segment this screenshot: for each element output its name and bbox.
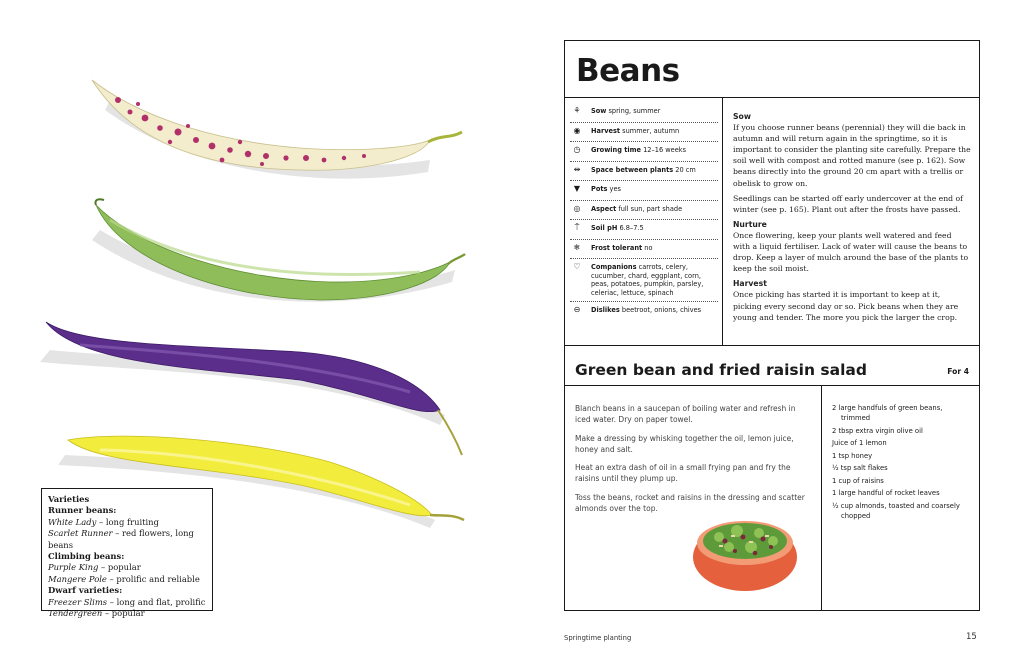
ingredient-item: 2 large handfuls of green beans, trimmed <box>832 404 943 422</box>
ingredient-item: 2 tbsp extra virgin olive oil <box>832 426 923 435</box>
fact-label: Pots <box>591 185 608 193</box>
fact-row <box>570 259 718 302</box>
salad-bowl-illustration <box>689 507 801 595</box>
sow-paragraph: Seedlings can be started off early undercover at the end of winter (see p. 165). Plant out after the frosts have passed. <box>733 193 964 214</box>
ingredient-item: 1 cup of raisins <box>832 476 884 485</box>
variety-group-heading: Dwarf varieties: <box>48 585 123 596</box>
method-step: Make a dressing by whisking together the oil, lemon juice, honey and salt. <box>575 433 794 454</box>
sprout-icon: ⚘ <box>573 106 581 115</box>
fact-row <box>570 123 718 143</box>
title-divider <box>565 97 979 98</box>
variety-item <box>48 562 206 573</box>
fact-value: 20 cm <box>673 165 696 174</box>
method-step: Toss the beans, rocket and raisins in the dressing and scatter almonds over the top. <box>575 492 805 514</box>
fact-value: carrots, celery, cucumber, chard, eggplant, corn, peas, potatoes, pumpkin, parsley, celeriac, lettuce, spinach <box>591 263 704 297</box>
variety-desc: – long and flat, prolific <box>107 596 206 607</box>
variety-item <box>48 574 206 585</box>
dislike-icon: ⊖ <box>573 305 581 315</box>
variety-name: Scarlet Runner <box>48 528 113 539</box>
recipe-method <box>575 403 810 521</box>
ingredient-item: ½ tsp salt flakes <box>832 464 888 472</box>
recipe-title-divider <box>565 385 979 386</box>
quick-facts-list <box>570 103 718 322</box>
method-step: Heat an extra dash of oil in a small frying pan and fry the raisins until they plump up. <box>575 463 791 484</box>
fact-row <box>570 142 718 162</box>
fact-value: 6.8–7.5 <box>617 224 644 232</box>
clock-icon: ◷ <box>573 145 581 154</box>
soil-ph-icon: ⍑ <box>574 223 580 232</box>
harvest-icon: ◉ <box>573 125 581 135</box>
variety-name: Mangere Pole <box>48 573 107 584</box>
fact-label: Growing time <box>591 146 642 154</box>
fact-label: Space between plants <box>591 165 674 174</box>
fact-value: yes <box>607 185 621 193</box>
fact-label: Frost tolerant <box>591 243 643 252</box>
varieties-title: Varieties <box>48 494 90 504</box>
fact-row <box>570 220 718 240</box>
fact-row <box>570 240 718 260</box>
bean-illustrations <box>0 0 510 540</box>
ingredient-item: ½ cup almonds, toasted and coarsely chopped <box>832 501 960 520</box>
variety-desc: – long fruiting <box>96 516 159 527</box>
sow-paragraph: If you choose runner beans (perennial) they will die back in autumn and will return again in the springtime, so it is important to consider the planting site carefully. Prepare the soil well with compost and rotted manure (see p. 162). Sow beans directly into the ground 20 cm apart with a trellis or obelisk to grow on. <box>733 123 971 188</box>
fact-label: Soil pH <box>591 224 618 232</box>
variety-name: Purple King <box>48 562 99 573</box>
growing-instructions <box>733 108 971 327</box>
ingredient-item: Juice of 1 lemon <box>832 439 887 447</box>
heart-icon: ♡ <box>573 262 581 271</box>
harvest-heading: Harvest <box>733 279 767 289</box>
nurture-paragraph: Once flowering, keep your plants well watered and feed with a liquid fertiliser. Lack of water will cause the beans to drop. Keep a layer of mulch around the base of the plants to keep the soil moist. <box>733 230 969 274</box>
method-step: Blanch beans in a saucepan of boiling water and refresh in iced water. Dry on paper towel. <box>575 404 796 425</box>
fact-value: full sun, part shade <box>616 204 683 213</box>
fact-row <box>570 201 718 221</box>
recipe-title: Green bean and fried raisin salad <box>575 361 867 379</box>
fact-row <box>570 103 718 123</box>
fact-row <box>570 302 718 322</box>
nurture-heading: Nurture <box>733 219 767 229</box>
fact-row <box>570 181 718 201</box>
footer-section: Springtime planting <box>564 634 632 642</box>
variety-item <box>48 608 206 619</box>
page-title: Beans <box>576 53 680 89</box>
variety-desc: – prolific and reliable <box>106 573 200 584</box>
fact-value: summer, autumn <box>620 126 680 135</box>
fact-value: beetroot, onions, chives <box>619 306 702 315</box>
variety-desc: – popular <box>98 562 141 573</box>
variety-group-heading: Climbing beans: <box>48 551 125 562</box>
variety-item <box>48 528 206 551</box>
fact-value: 12–16 weeks <box>641 146 687 154</box>
variety-name: Freezer Slims <box>48 596 108 607</box>
fact-label: Companions <box>591 263 637 271</box>
fact-label: Harvest <box>591 126 621 135</box>
fact-value: no <box>642 243 653 252</box>
plant-info-frame <box>564 40 980 611</box>
sow-heading: Sow <box>733 112 751 121</box>
sun-icon: ◎ <box>573 203 581 213</box>
variety-item <box>48 517 206 528</box>
ingredient-list <box>832 403 972 523</box>
pot-icon: ▼ <box>573 184 581 193</box>
fact-label: Dislikes <box>591 306 620 315</box>
page-number: 15 <box>966 632 977 642</box>
fact-label: Aspect <box>591 204 617 213</box>
variety-item <box>48 597 206 608</box>
recipe-serves: For 4 <box>947 367 969 376</box>
fact-label: Sow <box>591 107 607 115</box>
purple-bean <box>46 322 462 455</box>
ingredient-item: 1 tsp honey <box>832 451 873 460</box>
varieties-box <box>41 488 213 619</box>
spacing-icon: ⇹ <box>573 164 581 174</box>
frost-icon: ❄ <box>573 242 581 252</box>
recipe-column-divider <box>821 385 822 611</box>
recipe-top-divider <box>565 345 979 346</box>
column-divider <box>722 97 723 345</box>
green-bean <box>95 199 465 300</box>
variety-name: Tendergreen <box>48 608 103 619</box>
variety-desc: – popular <box>102 608 145 619</box>
harvest-paragraph: Once picking has started it is important to keep at it, picking every second day or so. Pick beans when they are young and tender. The more you pick the larger the crop. <box>733 290 959 322</box>
fact-row <box>570 162 718 182</box>
fact-value: spring, summer <box>606 107 661 115</box>
variety-group-heading: Runner beans: <box>48 505 117 516</box>
speckled-bean <box>92 80 462 170</box>
variety-desc: – red flowers, long beans <box>48 528 194 550</box>
variety-name: White Lady <box>48 516 97 527</box>
ingredient-item: 1 large handful of rocket leaves <box>832 489 940 497</box>
